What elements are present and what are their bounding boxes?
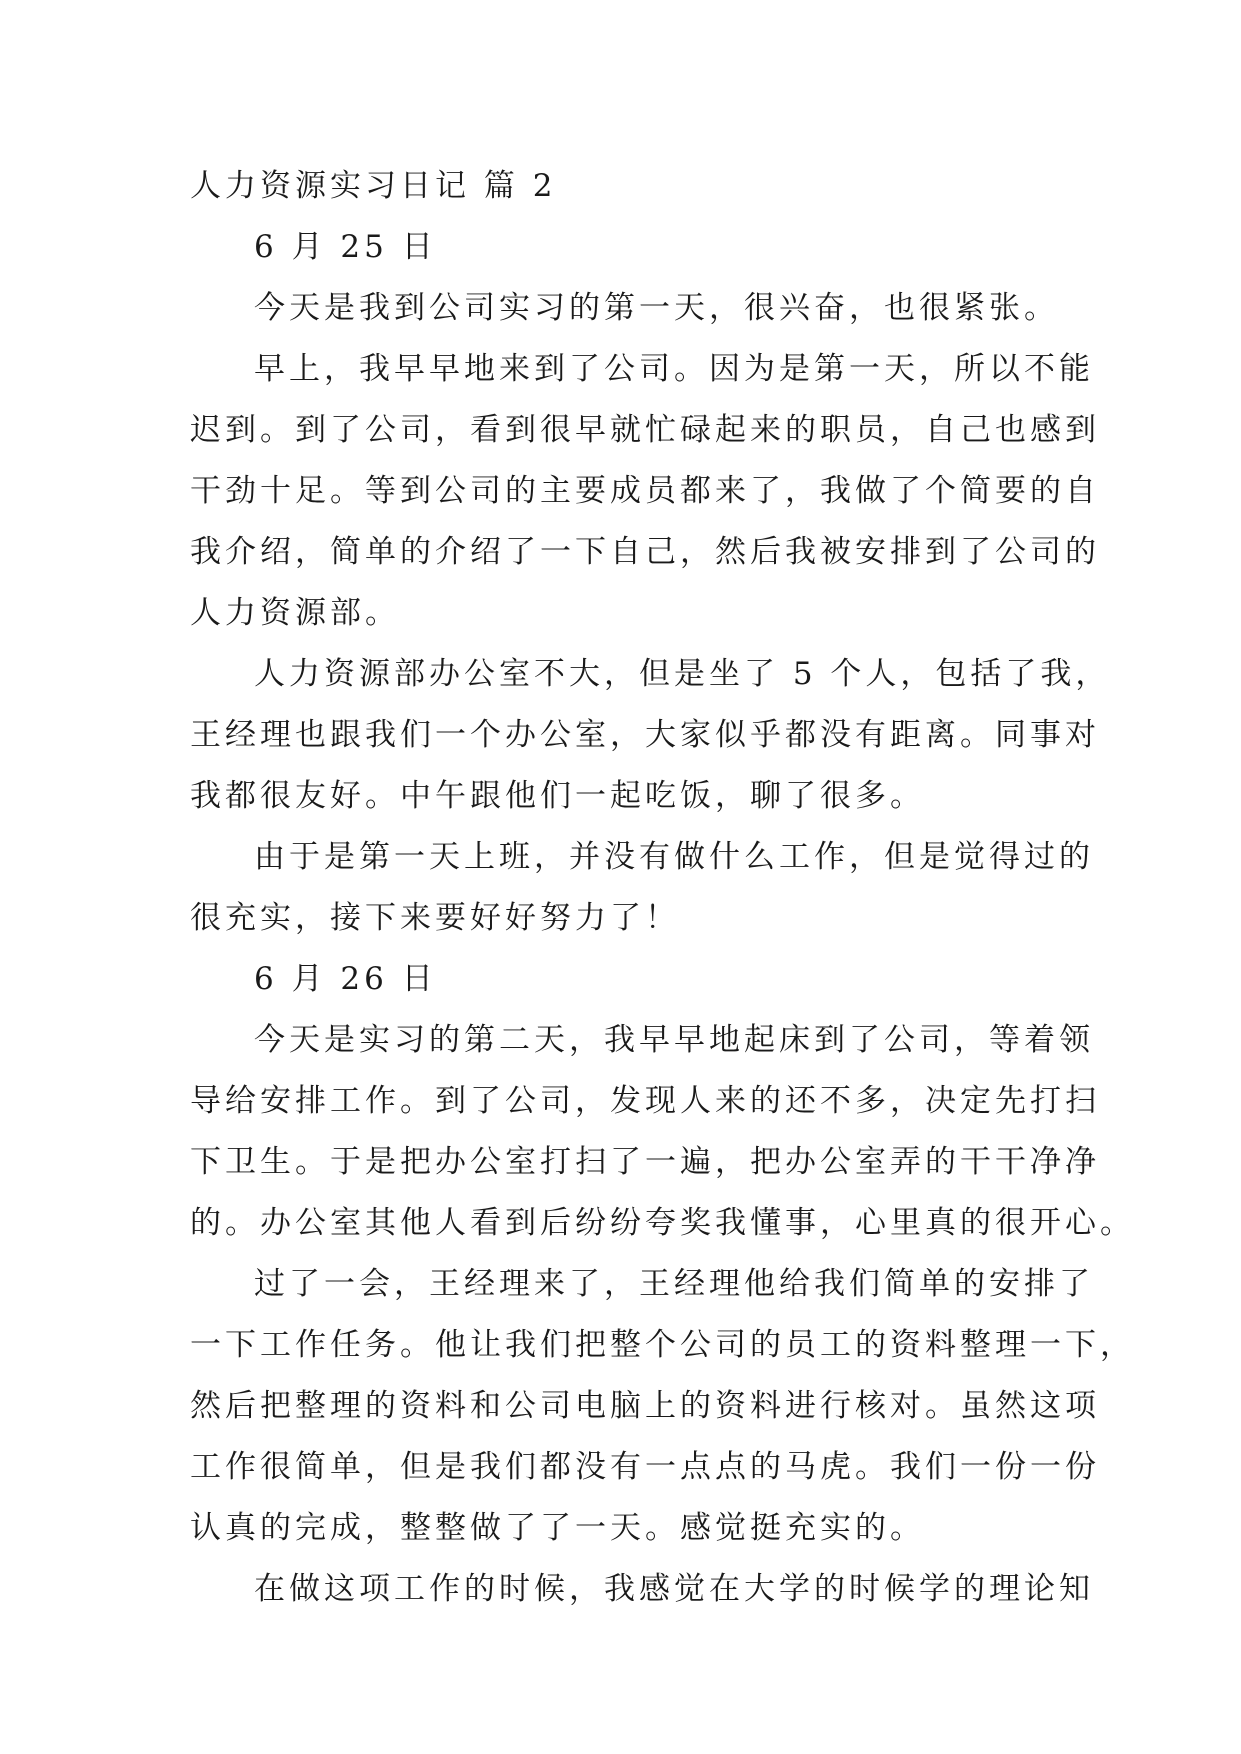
text-line: 人力资源部。	[190, 595, 400, 631]
document-title: 人力资源实习日记 篇 2	[190, 168, 557, 204]
text-line: 我介绍，简单的介绍了一下自己，然后我被安排到了公司的	[190, 534, 1100, 570]
text-line: 今天是我到公司实习的第一天，很兴奋，也很紧张。	[254, 290, 1059, 326]
text-line: 在做这项工作的时候，我感觉在大学的时候学的理论知	[254, 1571, 1094, 1607]
text-line: 早上，我早早地来到了公司。因为是第一天，所以不能	[254, 351, 1094, 387]
text-line: 然后把整理的资料和公司电脑上的资料进行核对。虽然这项	[190, 1388, 1100, 1424]
text-line: 的。办公室其他人看到后纷纷夸奖我懂事，心里真的很开心。	[190, 1205, 1135, 1241]
text-line: 王经理也跟我们一个办公室，大家似乎都没有距离。同事对	[190, 717, 1100, 753]
document-body	[190, 156, 1135, 1620]
text-line: 我都很友好。中午跟他们一起吃饭，聊了很多。	[190, 778, 925, 814]
text-line: 6 月 25 日	[254, 229, 437, 265]
text-line: 认真的完成，整整做了了一天。感觉挺充实的。	[190, 1510, 925, 1546]
text-line: 今天是实习的第二天，我早早地起床到了公司，等着领	[254, 1022, 1094, 1058]
text-line: 很充实，接下来要好好努力了！	[190, 900, 680, 936]
text-line: 6 月 26 日	[254, 961, 437, 997]
text-line: 过了一会，王经理来了，王经理他给我们简单的安排了	[254, 1266, 1094, 1302]
text-line: 一下工作任务。他让我们把整个公司的员工的资料整理一下，	[190, 1327, 1135, 1363]
text-line: 工作很简单，但是我们都没有一点点的马虎。我们一份一份	[190, 1449, 1100, 1485]
text-line: 导给安排工作。到了公司，发现人来的还不多，决定先打扫	[190, 1083, 1100, 1119]
text-line: 由于是第一天上班，并没有做什么工作，但是觉得过的	[254, 839, 1094, 875]
document-lines	[190, 217, 1135, 1620]
text-line: 干劲十足。等到公司的主要成员都来了，我做了个简要的自	[190, 473, 1100, 509]
text-line: 人力资源部办公室不大，但是坐了 5 个人，包括了我，	[254, 656, 1111, 692]
text-line: 下卫生。于是把办公室打扫了一遍，把办公室弄的干干净净	[190, 1144, 1100, 1180]
text-line: 迟到。到了公司，看到很早就忙碌起来的职员，自己也感到	[190, 412, 1100, 448]
